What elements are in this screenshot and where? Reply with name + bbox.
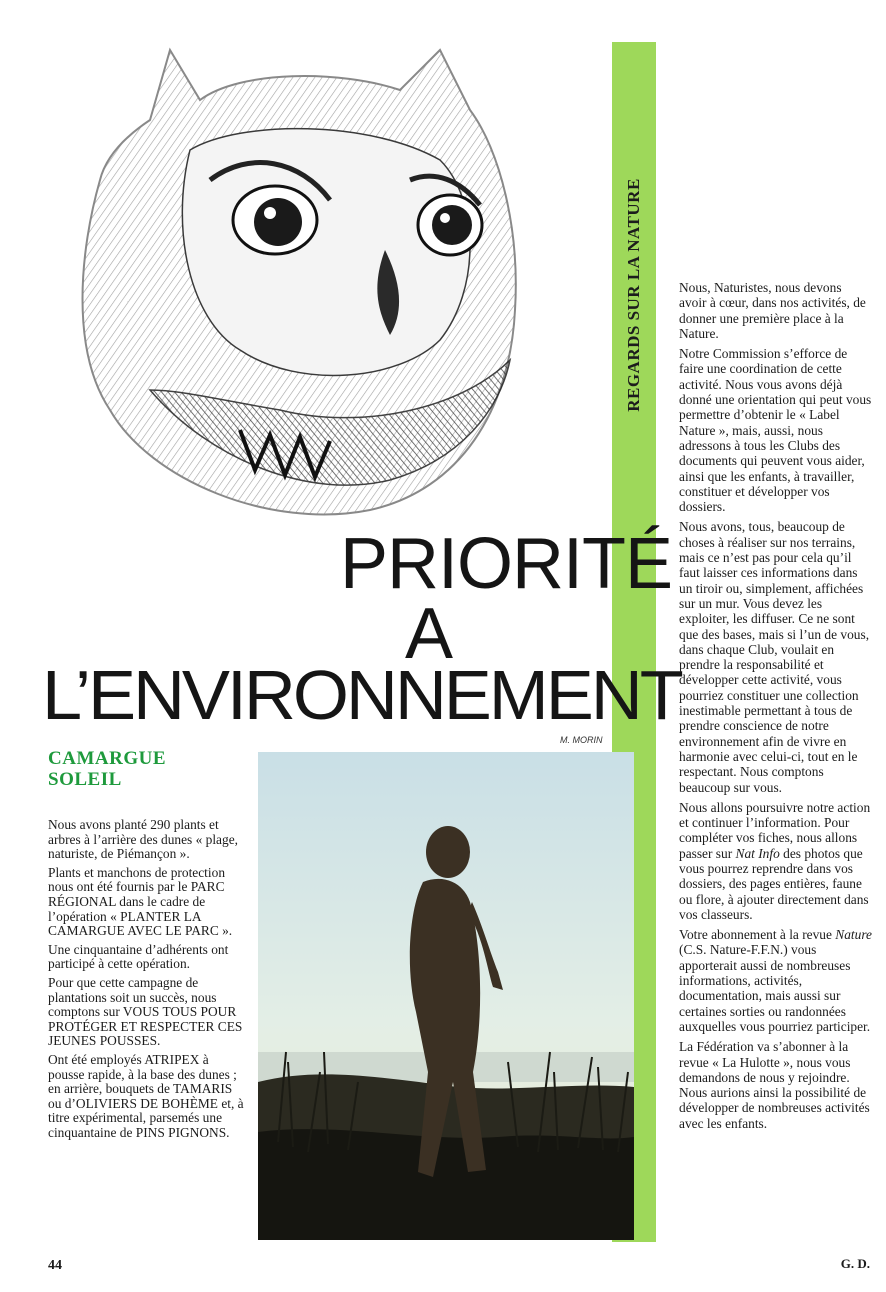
text-run: Votre abonnement à la revue	[679, 927, 836, 943]
subheading-line-2: SOLEIL	[48, 769, 122, 790]
right-paragraph	[679, 927, 872, 1034]
headline-line-3: L’ENVIRONNEMENT	[42, 656, 681, 734]
right-paragraph: La Fédération va s’abonner à la revue « La Hulotte », nous vous demandons de nous y rejoindre. Nous aurions ainsi la possibilité de développer de nombreuses activités avec les enfants.	[679, 1039, 870, 1131]
left-paragraph: Plants et manchons de protection nous ont été fournis par le PARC RÉGIONAL dans le cadre de l’opération « PLANTER LA CAMARGUE AVEC LE PARC ».	[48, 864, 233, 939]
subheading-line-1: CAMARGUE	[48, 748, 166, 769]
text-run: des photos que vous pourrez reprendre dans vos dossiers, des pages entières, faune ou flore, à ajouter directement dans vos classeurs.	[679, 845, 869, 922]
publication-name: Nature	[835, 927, 872, 943]
right-paragraph: Notre Commission s’efforce de faire une coordination de cette activité. Nous vous avons déjà donné une orientation qui peut vous permettre d’obtenir le « Label Nature », mais, aussi, nous adressons à tous les Clubs des documents qui peuvent vous aider, ainsi que les enfants, à travailler, constituer et développer vos dossiers.	[679, 346, 872, 515]
left-paragraph: Une cinquantaine d’adhérents ont participé à cette opération.	[48, 941, 229, 972]
illustration-credit: M. MORIN	[560, 735, 603, 745]
right-paragraph	[679, 800, 872, 922]
right-paragraph: Nous, Naturistes, nous devons avoir à cœur, dans nos activités, de donner une première place à la Nature.	[679, 280, 866, 341]
section-label-text: REGARDS SUR LA NATURE	[624, 178, 643, 412]
right-column	[679, 280, 872, 1136]
beach-photo	[258, 752, 634, 1240]
text-run: (C.S. Nature-F.F.N.) vous apporterait aussi de nombreuses informations, activités, documentation, mais aussi sur certaines sorties ou randonnées auxquelles vous pourriez participer.	[679, 942, 871, 1034]
right-paragraph: Nous avons, tous, beaucoup de choses à réaliser sur nos terrains, mais ce n’est pas pour cela qu’il faut laisser ces informations dans un tiroir ou, simplement, affichées sur un mur. Vous devez les exploiter, les diffuser. Ce ne sont que des bases, mais si l’un de vous, dans chaque Club, voulait en prendre la responsabilité et développer cette activité, vous pourriez constituer une collection inestimable permettant à tous de prendre conscience de notre environnement afin de vivre en harmonie avec celui-ci, tout en le respectant. Nous comptons beaucoup sur vous.	[679, 519, 870, 795]
text-run: Nous allons poursuivre notre action et continuer l’information. Pour compléter vos fiches, nous allons passer sur	[679, 799, 871, 861]
publication-name: Nat Info	[735, 845, 780, 861]
left-paragraph: Ont été employés ATRIPEX à pousse rapide, à la base des dunes ; en arrière, bouquets de TAMARIS ou d’OLIVIERS DE BOHÈME et, à titre expérimental, parsemés une cinquantaine de PINS PIGNONS.	[48, 1051, 244, 1140]
section-label	[612, 150, 656, 440]
left-column	[48, 818, 246, 1144]
article-subheading	[48, 748, 248, 790]
owl-illustration	[40, 30, 530, 530]
headline-line-2: A	[405, 594, 453, 674]
author-signature: G. D.	[840, 1256, 870, 1271]
headline-line-1: PRIORITÉ	[340, 524, 673, 604]
left-paragraph: Pour que cette campagne de plantations soit un succès, nous comptons sur VOUS TOUS POUR PROTÉGER ET RESPECTER CES JEUNES POUSSES.	[48, 974, 243, 1049]
left-paragraph: Nous avons planté 290 plants et arbres à l’arrière des dunes « plage, naturiste, de Piémançon ».	[48, 817, 238, 862]
page-number: 44	[48, 1258, 62, 1273]
